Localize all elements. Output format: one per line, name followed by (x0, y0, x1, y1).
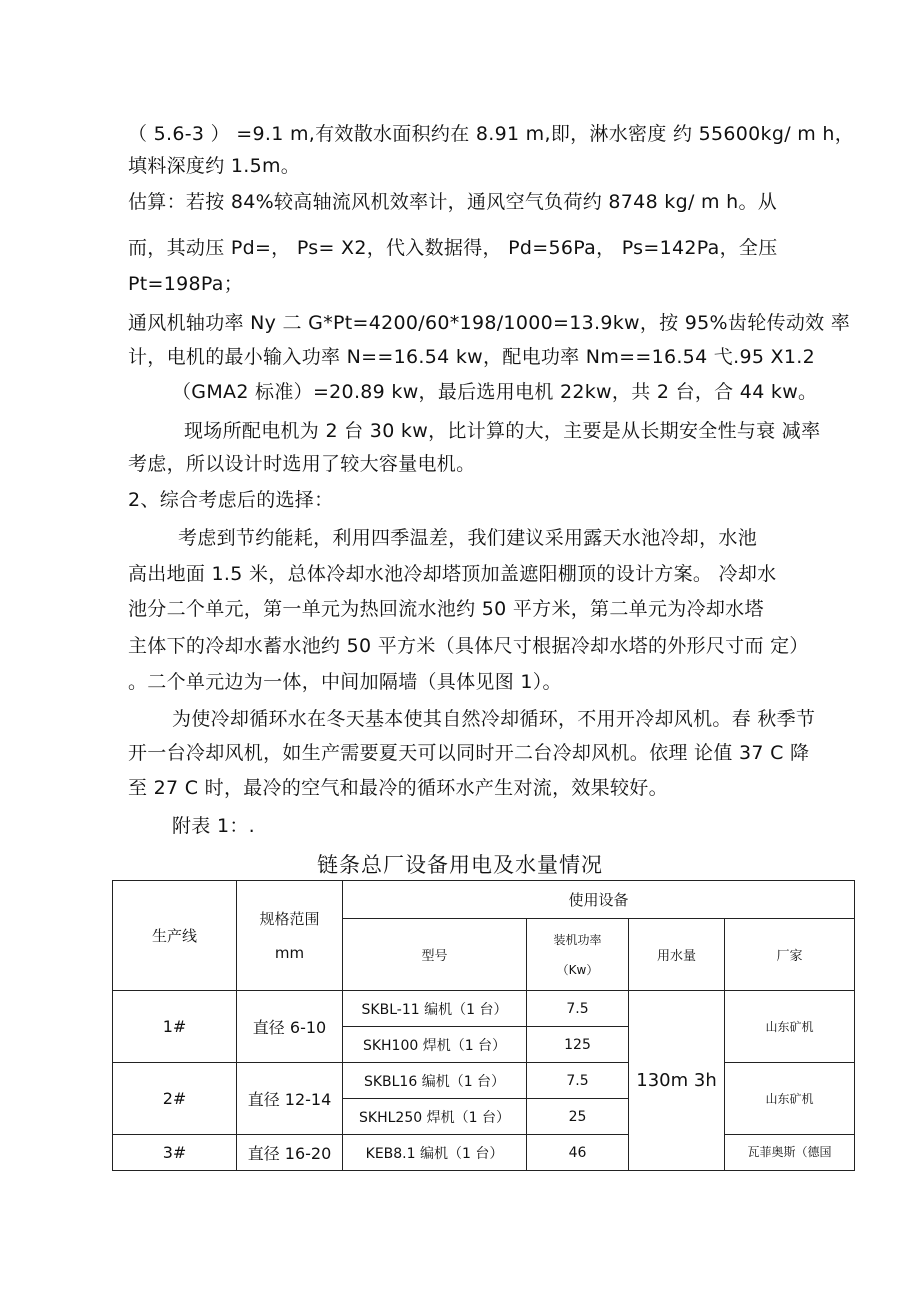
power-cell: 125 (527, 1027, 629, 1063)
header-spec-unit: mm (274, 943, 305, 962)
table-row (113, 991, 855, 1027)
paragraph-line: 。二个单元边为一体，中间加隔墙（具体见图 1）。 (128, 671, 562, 693)
header-installed-power (527, 919, 629, 991)
water-usage-cell: 130m 3h (629, 991, 725, 1171)
maker-cell: 山东矿机 (725, 991, 855, 1063)
equipment-table (112, 880, 855, 1171)
header-power-label: 装机功率 (553, 932, 602, 947)
header-spec-label: 规格范围 (259, 909, 320, 928)
power-cell: 7.5 (527, 1063, 629, 1099)
paragraph-line: 现场所配电机为 2 台 30 kw，比计算的大，主要是从长期安全性与衰 减率 (184, 420, 821, 442)
paragraph-line: 估算：若按 84%较高轴流风机效率计，通风空气负荷约 8748 kg/ m h。从 (128, 191, 778, 213)
header-spec-range (237, 881, 343, 991)
line-cell: 2# (113, 1063, 237, 1135)
spec-cell: 直径 6-10 (237, 991, 343, 1063)
paragraph-line: 主体下的冷却水蓄水池约 50 平方米（具体尺寸根据冷却水塔的外形尺寸而 定） (128, 635, 809, 657)
model-cell: SKHL250 焊机（1 台） (343, 1099, 527, 1135)
header-water-usage: 用水量 (629, 919, 725, 991)
table-title: 链条总厂设备用电及水量情况 (317, 853, 603, 877)
table-row (113, 1135, 855, 1171)
table-row (113, 1063, 855, 1099)
model-cell: SKH100 焊机（1 台） (343, 1027, 527, 1063)
paragraph-line: 至 27 C 时，最冷的空气和最冷的循环水产生对流，效果较好。 (128, 777, 668, 799)
paragraph-line: 计，电机的最小输入功率 N==16.54 kw，配电功率 Nm==16.54 弋.95 X1.2 (128, 346, 815, 368)
paragraph-line: 开一台冷却风机，如生产需要夏天可以同时开二台冷却风机。依理 论值 37 C 降 (128, 742, 810, 764)
line-cell: 3# (113, 1135, 237, 1171)
header-production-line: 生产线 (113, 881, 237, 991)
paragraph-line: 考虑到节约能耗，利用四季温差，我们建议采用露天水池冷却，水池 (178, 527, 758, 549)
paragraph-line: 池分二个单元，第一单元为热回流水池约 50 平方米，第二单元为冷却水塔 (128, 598, 764, 620)
paragraph-line: 为使冷却循环水在冬天基本使其自然冷却循环，不用开冷却风机。春 秋季节 (172, 708, 816, 730)
paragraph-line: 通风机轴功率 Ny 二 G*Pt=4200/60*198/1000=13.9kw，按 95%齿轮传动效 率 (128, 312, 851, 334)
paragraph-line: （ 5.6-3 ） =9.1 m,有效散水面积约在 8.91 m,即，淋水密度 约 55600kg/ m h， (128, 123, 855, 145)
paragraph-line: （GMA2 标准）=20.89 kw，最后选用电机 22kw，共 2 台，合 44 kw。 (172, 381, 818, 403)
spec-cell: 直径 16-20 (237, 1135, 343, 1171)
maker-cell: 山东矿机 (725, 1063, 855, 1135)
spec-cell: 直径 12-14 (237, 1063, 343, 1135)
power-cell: 25 (527, 1099, 629, 1135)
model-cell: SKBL16 编机（1 台） (343, 1063, 527, 1099)
power-cell: 46 (527, 1135, 629, 1171)
appendix-label: 附表 1：. (172, 815, 255, 837)
header-manufacturer: 厂家 (725, 919, 855, 991)
line-cell: 1# (113, 991, 237, 1063)
header-equipment: 使用设备 (343, 881, 855, 919)
maker-cell: 瓦菲奥斯（德国 (725, 1135, 855, 1171)
paragraph-line: 高出地面 1.5 米，总体冷却水池冷却塔顶加盖遮阳棚顶的设计方案。 冷却水 (128, 563, 777, 585)
model-cell: SKBL-11 编机（1 台） (343, 991, 527, 1027)
power-cell: 7.5 (527, 991, 629, 1027)
section-heading: 2、综合考虑后的选择： (128, 489, 334, 511)
paragraph-line: 填料深度约 1.5m。 (128, 155, 301, 177)
header-power-unit: （Kw） (556, 962, 599, 977)
paragraph-line: 而，其动压 Pd=， Ps= X2，代入数据得， Pd=56Pa， Ps=142Pa，全压 (128, 237, 778, 259)
paragraph-line: 考虑，所以设计时选用了较大容量电机。 (128, 453, 476, 475)
header-model: 型号 (343, 919, 527, 991)
paragraph-line: Pt=198Pa； (128, 273, 244, 295)
model-cell: KEB8.1 编机（1 台） (343, 1135, 527, 1171)
